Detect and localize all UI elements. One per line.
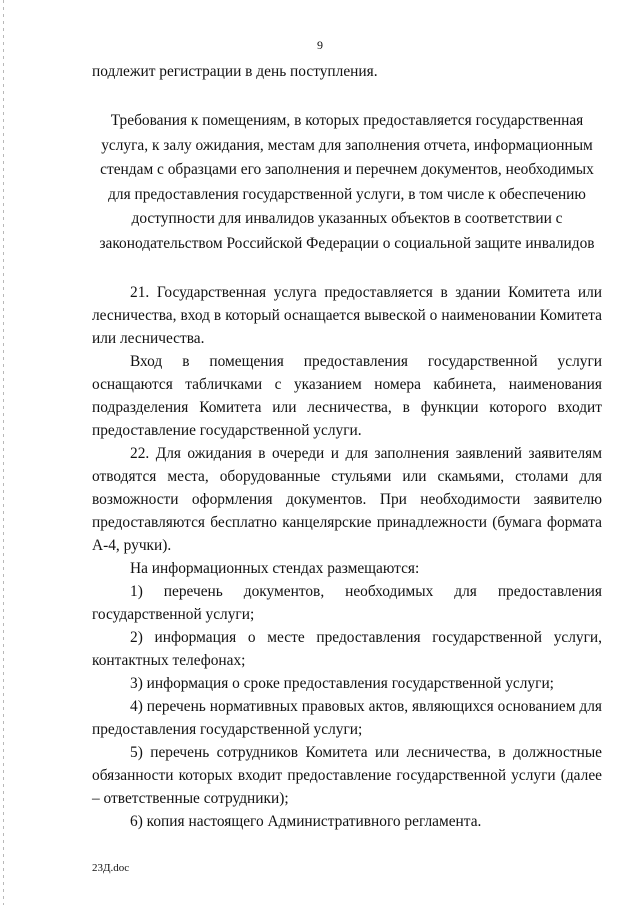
page-number: 9	[317, 38, 323, 52]
paragraph-22: 22. Для ожидания в очереди и для заполнения заявлений заявителям отводятся места, оборудованные стульями или скамьями, столами для возможности оформления документов. При необходимости заявителю предоставляются бесплатно канцелярские принадлежности (бумага формата А-4, ручки).	[92, 444, 602, 554]
file-name-footer: 23Д.doc	[92, 862, 130, 874]
section-heading: Требования к помещениям, в которых предоставляется государственная услуга, к залу ожидания, местам для заполнения отчета, информационным стендам с образцами его заполнения и перечнем документов, необходимых для предоставления государственной услуги, в том числе к обеспечению доступности для инвалидов указанных объектов в соответствии с законодательством Российской Федерации о социальной защите инвалидов	[99, 112, 595, 252]
stands-intro: На информационных стендах размещаются:	[130, 559, 420, 577]
list-item-6: 6) копия настоящего Административного регламента.	[130, 812, 482, 830]
paragraph-entrance: Вход в помещения предоставления государственной услуги оснащаются табличками с указанием номера кабинета, наименования подразделения Комитета или лесничества, в функции которого входит предоставление государственной услуги.	[92, 352, 602, 439]
scan-edge	[3, 0, 4, 905]
list-item-2: 2) информация о месте предоставления государственной услуги, контактных телефонах;	[92, 628, 602, 669]
list-item-1: 1) перечень документов, необходимых для предоставления государственной услуги;	[92, 582, 602, 623]
paragraph-21: 21. Государственная услуга предоставляется в здании Комитета или лесничества, вход в который оснащается вывеской о наименовании Комитета или лесничества.	[92, 283, 602, 347]
list-item-5: 5) перечень сотрудников Комитета или лесничества, в должностные обязанности которых входит предоставление государственной услуги (далее – ответственные сотрудники);	[92, 743, 602, 807]
continuation-line: подлежит регистрации в день поступления.	[92, 63, 378, 80]
document-body	[92, 60, 602, 833]
list-item-4: 4) перечень нормативных правовых актов, являющихся основанием для предоставления государственной услуги;	[92, 697, 602, 738]
list-item-3: 3) информация о сроке предоставления государственной услуги;	[130, 674, 554, 692]
